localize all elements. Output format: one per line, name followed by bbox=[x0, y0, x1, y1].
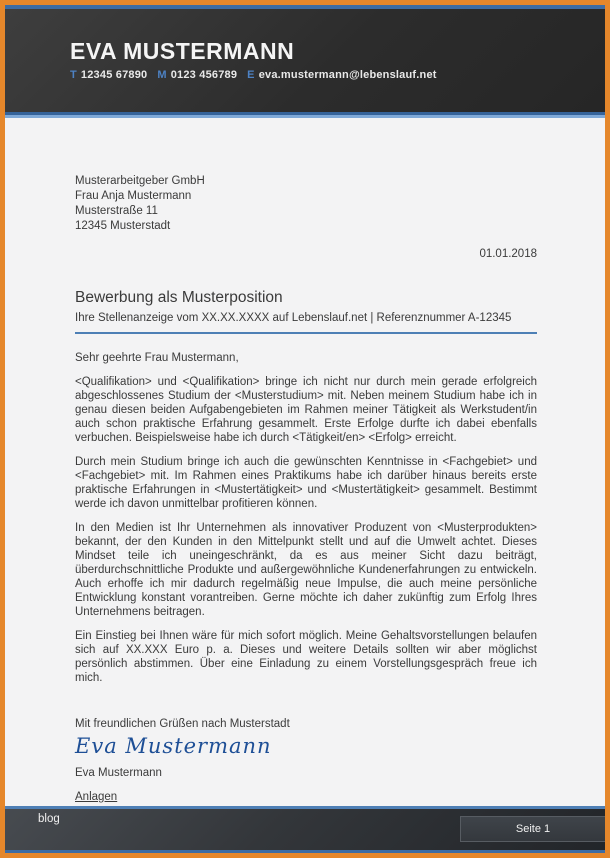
recipient-city: 12345 Musterstadt bbox=[75, 220, 171, 232]
email-label: E bbox=[247, 69, 255, 81]
closing-line: Mit freundlichen Grüßen nach Musterstadt bbox=[75, 718, 290, 730]
paragraph-1: <Qualifikation> und <Qualifikation> bringe ich nicht nur durch mein gerade erfolgreich abgeschlossenes Studium der <Musterstudium> mit. Neben meinem Studium habe ich in genau diesen beiden Aufgabengebieten im Rahmen meiner Tätigkeit als Werkstudent/in auch schon praktische Erfahrung gesammelt. Erste Erfolge durfte ich dabei ebenfalls verbuchen. Beispielsweise habe ich durch <Tätigkeit/en> <Erfolg> erreicht. bbox=[75, 376, 537, 444]
mobile-number: 0123 456789 bbox=[170, 69, 238, 81]
salutation: Sehr geehrte Frau Mustermann, bbox=[75, 352, 239, 364]
letter-date: 01.01.2018 bbox=[479, 248, 537, 260]
recipient-address-block bbox=[75, 174, 537, 234]
attachments-line bbox=[75, 790, 537, 805]
subject-rule bbox=[75, 332, 537, 334]
recipient-contact-person: Frau Anja Mustermann bbox=[75, 190, 192, 202]
sender-name: EVA MUSTERMANN bbox=[70, 38, 295, 64]
mobile-label: M bbox=[157, 69, 167, 81]
subject-title: Bewerbung als Musterposition bbox=[75, 289, 283, 306]
paragraph-3: In den Medien ist Ihr Unternehmen als innovativer Produzent von <Musterprodukten> bekannt, der den Kunden in den Mittelpunkt stellt und auf die Umwelt achtet. Dieses Mindset teile ich uneingeschränkt, da es aus meiner Sicht dazu beiträgt, überdurchschnittliche Produkte und außergewöhnliche Kundenerfahrungen zu entwickeln. Auch erhoffe ich mir dadurch regelmäßig neue Impulse, die auch meine persönliche Entwicklung konstant vorantreiben. Gerne möchte ich daher zukünftig zum Erfolg Ihres Unternehmens beitragen. bbox=[75, 522, 537, 618]
letter-footer bbox=[5, 809, 605, 850]
page-number-box: Seite 1 bbox=[460, 816, 605, 842]
footer-blog-label: blog bbox=[38, 813, 60, 825]
footer-divider-bottom bbox=[5, 850, 605, 853]
paragraph-4: Ein Einstieg bei Ihnen wäre für mich sofort möglich. Meine Gehaltsvorstellungen belaufen sich auf XX.XXX Euro p. a. Dieses und weitere Details sollten wir aber möglichst persönlich abstimmen. Über eine Einladung zu einem Vorstellungsgespräch freue ich mich. bbox=[75, 630, 537, 684]
letter-header bbox=[5, 9, 605, 112]
phone-label: T bbox=[70, 69, 77, 81]
phone-number: 12345 67890 bbox=[80, 69, 148, 81]
recipient-company: Musterarbeitgeber GmbH bbox=[75, 175, 205, 187]
subject-subtitle: Ihre Stellenanzeige vom XX.XX.XXXX auf Lebenslauf.net | Referenznummer A-12345 bbox=[75, 312, 512, 324]
handwritten-signature: Eva Mustermann bbox=[75, 734, 272, 758]
letter-body bbox=[5, 118, 605, 806]
attachments-link[interactable]: Anlagen bbox=[75, 791, 118, 803]
email-address: eva.mustermann@lebenslauf.net bbox=[258, 69, 437, 81]
recipient-street: Musterstraße 11 bbox=[75, 205, 158, 217]
signer-name: Eva Mustermann bbox=[75, 767, 162, 779]
subject-block bbox=[75, 289, 537, 334]
paragraph-2: Durch mein Studium bringe ich auch die gewünschten Kenntnisse in <Fachgebiet> und <Fachgebiet> mit. Im Rahmen eines Praktikums habe ich darüber hinaus bereits erste praktische Erfahrungen in <Mustertätigkeit> und <Mustertätigkeit> gesammelt. Bestimmt werde ich davon unmittelbar profitieren können. bbox=[75, 456, 537, 510]
sender-contact-line bbox=[70, 69, 605, 81]
